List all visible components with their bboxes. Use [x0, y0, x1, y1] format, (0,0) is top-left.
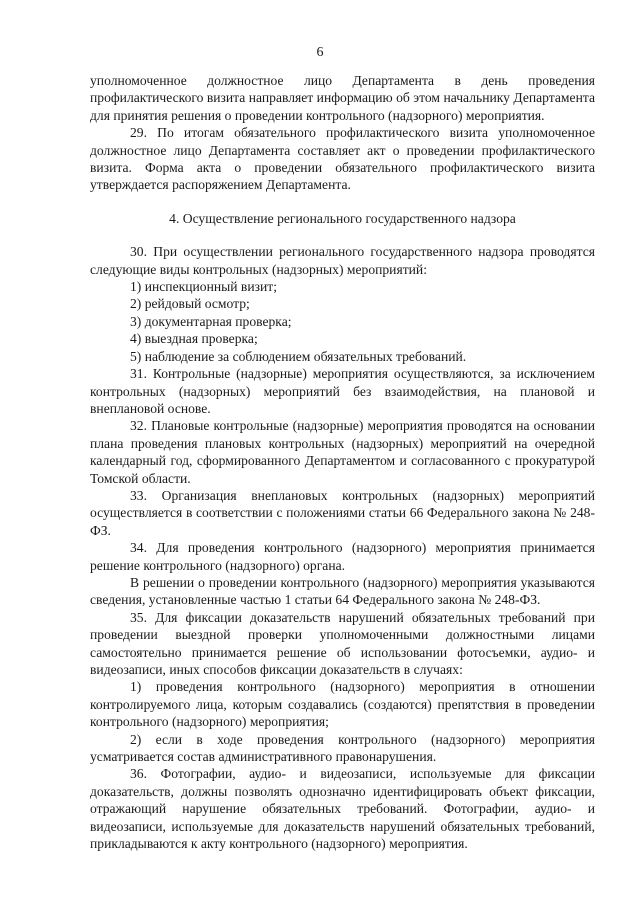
paragraph-29: 29. По итогам обязательного профилактического визита уполномоченное должностное лицо Департамента составляет акт о проведении профилактического визита. Форма акта о проведении обязательного профилактического визита утверждается распоряжением Департамента. [90, 125, 595, 193]
paragraph-31: 31. Контрольные (надзорные) мероприятия осуществляются, за исключением контрольных (надзорных) мероприятий без взаимодействия, на плановой и внеплановой основе. [90, 366, 595, 416]
paragraph-34: 34. Для проведения контрольного (надзорного) мероприятия принимается решение контрольного (надзорного) органа. [90, 540, 595, 573]
list-item-4: 4) выездная проверка; [130, 331, 258, 347]
paragraph-continuation: уполномоченное должностное лицо Департамента в день проведения профилактического визита направляет информацию об этом начальнику Департамента для принятия решения о проведении контрольного (надзорного) мероприятия. [90, 73, 595, 123]
paragraph-33: 33. Организация внеплановых контрольных (надзорных) мероприятий осуществляется в соответствии с положениями статьи 66 Федерального закона № 248-ФЗ. [90, 487, 595, 538]
paragraph-35-case-1: 1) проведения контрольного (надзорного) мероприятия в отношении контролируемого лица, которым создавались (создаются) препятствия в проведении контрольного (надзорного) мероприятия; [90, 679, 595, 730]
paragraph-30: 30. При осуществлении регионального государственного надзора проводятся следующие виды контрольных (надзорных) мероприятий: [90, 244, 595, 277]
section-heading: 4. Осуществление регионального государственного надзора [169, 210, 516, 226]
list-item-5: 5) наблюдение за соблюдением обязательных требований. [130, 348, 467, 364]
paragraph-32: 32. Плановые контрольные (надзорные) мероприятия проводятся на основании плана проведения плановых контрольных (надзорных) мероприятий на очередной календарный год, сформированного Департаментом и согласованного с прокуратурой Томской области. [90, 418, 595, 486]
paragraph-36: 36. Фотографии, аудио- и видеозаписи, используемые для фиксации доказательств, должны позволять однозначно идентифицировать объект фиксации, отражающий нарушение обязательных требований. Фотографии, аудио- и видеозаписи, используемые для доказательств нарушений обязательных требований, прикладываются к акту контрольного (надзорного) мероприятия. [90, 766, 595, 852]
list-item-3: 3) документарная проверка; [130, 313, 292, 329]
paragraph-35-case-2: 2) если в ходе проведения контрольного (надзорного) мероприятия усматривается состав административного правонарушения. [90, 731, 595, 765]
page-number: 6 [316, 45, 324, 60]
document-body [90, 72, 595, 852]
list-item-1: 1) инспекционный визит; [130, 279, 277, 295]
list-item-2: 2) рейдовый осмотр; [130, 296, 250, 312]
paragraph-35: 35. Для фиксации доказательств нарушений обязательных требований при проведении выездной проверки уполномоченными должностными лицами самостоятельно принимается решение об использовании фотосъемки, аудио- и видеозаписи, иных способов фиксации доказательств в случаях: [90, 609, 595, 677]
paragraph-34-decision: В решении о проведении контрольного (надзорного) мероприятия указываются сведения, установленные частью 1 статьи 64 Федерального закона № 248-ФЗ. [90, 574, 595, 608]
